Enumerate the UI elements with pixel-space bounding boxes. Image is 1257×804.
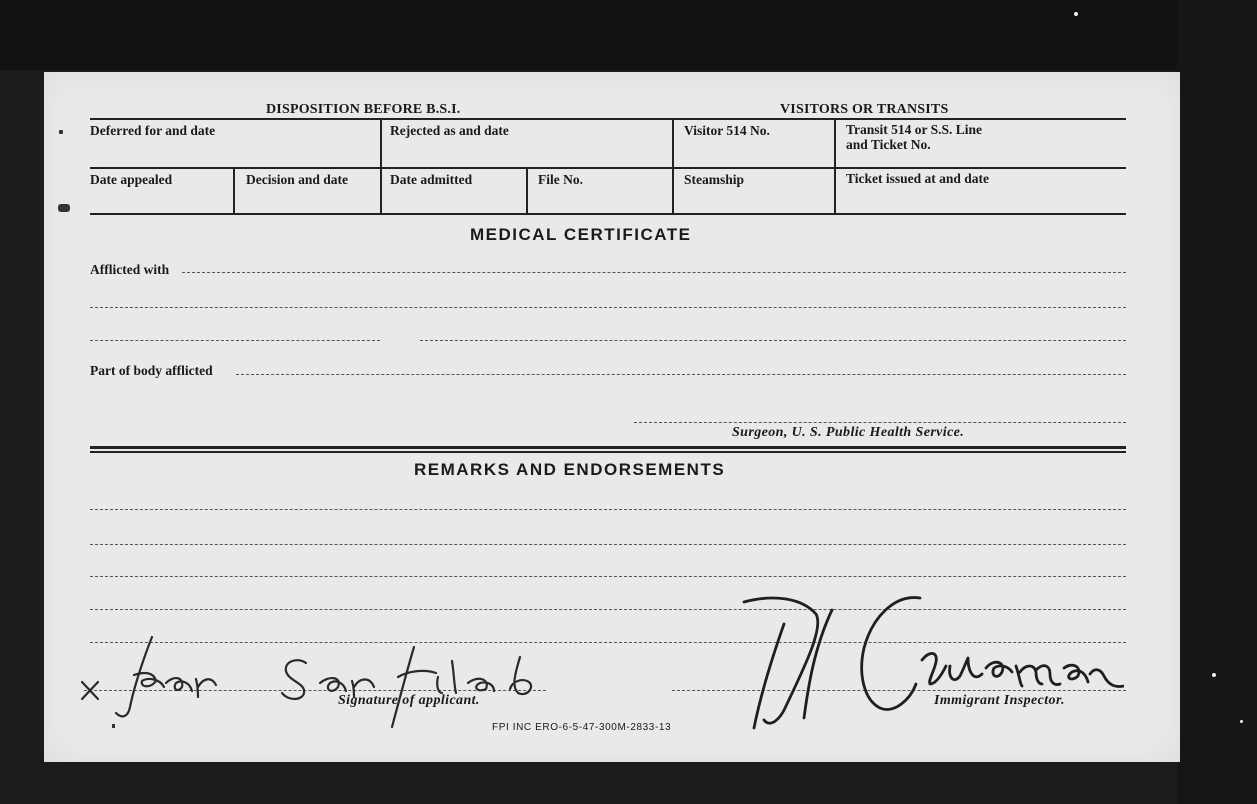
file-no-label: File No.: [538, 172, 583, 187]
punch-mark: [59, 130, 63, 134]
tear-mark: [58, 204, 70, 212]
transit-label-line1: Transit 514 or S.S. Line: [846, 122, 983, 137]
visitors-title: VISITORS OR TRANSITS: [780, 102, 949, 117]
remarks-title: REMARKS AND ENDORSEMENTS: [414, 460, 726, 479]
grid-divider-4: [233, 168, 235, 213]
double-rule-bottom: [90, 451, 1126, 453]
disposition-title: DISPOSITION BEFORE B.S.I.: [266, 102, 461, 117]
steamship-label: Steamship: [684, 172, 745, 187]
double-rule-top: [90, 446, 1126, 449]
inspector-signature: [724, 588, 1124, 738]
grid-bottom-rule: [90, 213, 1126, 215]
scan-speck: [1074, 12, 1078, 16]
remarks-line-2: [90, 544, 1126, 545]
date-admitted-label: Date admitted: [390, 172, 473, 187]
medical-certificate-title: MEDICAL CERTIFICATE: [470, 225, 692, 244]
transit-label: [846, 122, 982, 152]
afflicted-with-label: Afflicted with: [90, 262, 170, 277]
part-of-body-label: Part of body afflicted: [90, 363, 213, 378]
grid-mid-rule: [90, 167, 1126, 169]
scan-speck: [1212, 673, 1216, 677]
transit-label-line2: and Ticket No.: [846, 137, 931, 152]
applicant-signature: [74, 627, 544, 737]
rejected-label: Rejected as and date: [390, 123, 509, 138]
afflicted-line-2: [90, 307, 1126, 308]
afflicted-line-1: [182, 272, 1126, 273]
signature-applicant-label: Signature of applicant.: [338, 693, 480, 708]
immigrant-inspector-label: Immigrant Inspector.: [934, 693, 1065, 708]
visitor-514-label: Visitor 514 No.: [684, 123, 770, 138]
afflicted-line-3b: [420, 340, 1126, 341]
form-code: FPI INC ERO-6-5-47-300M-2833-13: [492, 722, 672, 733]
remarks-line-1: [90, 509, 1126, 510]
remarks-line-3: [90, 576, 1126, 577]
document-card: [44, 72, 1180, 762]
afflicted-line-3a: [90, 340, 380, 341]
scan-border-right: [1177, 0, 1257, 804]
ink-dot: [112, 724, 115, 728]
surgeon-sign-line: [634, 422, 1126, 423]
grid-top-rule: [90, 118, 1126, 120]
grid-divider-5: [526, 168, 528, 213]
date-appealed-label: Date appealed: [90, 172, 173, 187]
scan-border-top: [0, 0, 1257, 70]
grid-divider-2: [672, 118, 674, 213]
decision-label: Decision and date: [246, 172, 349, 187]
scan-speck: [1240, 720, 1243, 723]
part-of-body-line: [236, 374, 1126, 375]
grid-divider-3: [834, 118, 836, 213]
surgeon-label: Surgeon, U. S. Public Health Service.: [732, 425, 965, 440]
deferred-label: Deferred for and date: [90, 123, 216, 138]
ticket-issued-label: Ticket issued at and date: [846, 171, 990, 186]
grid-divider-1: [380, 118, 382, 213]
